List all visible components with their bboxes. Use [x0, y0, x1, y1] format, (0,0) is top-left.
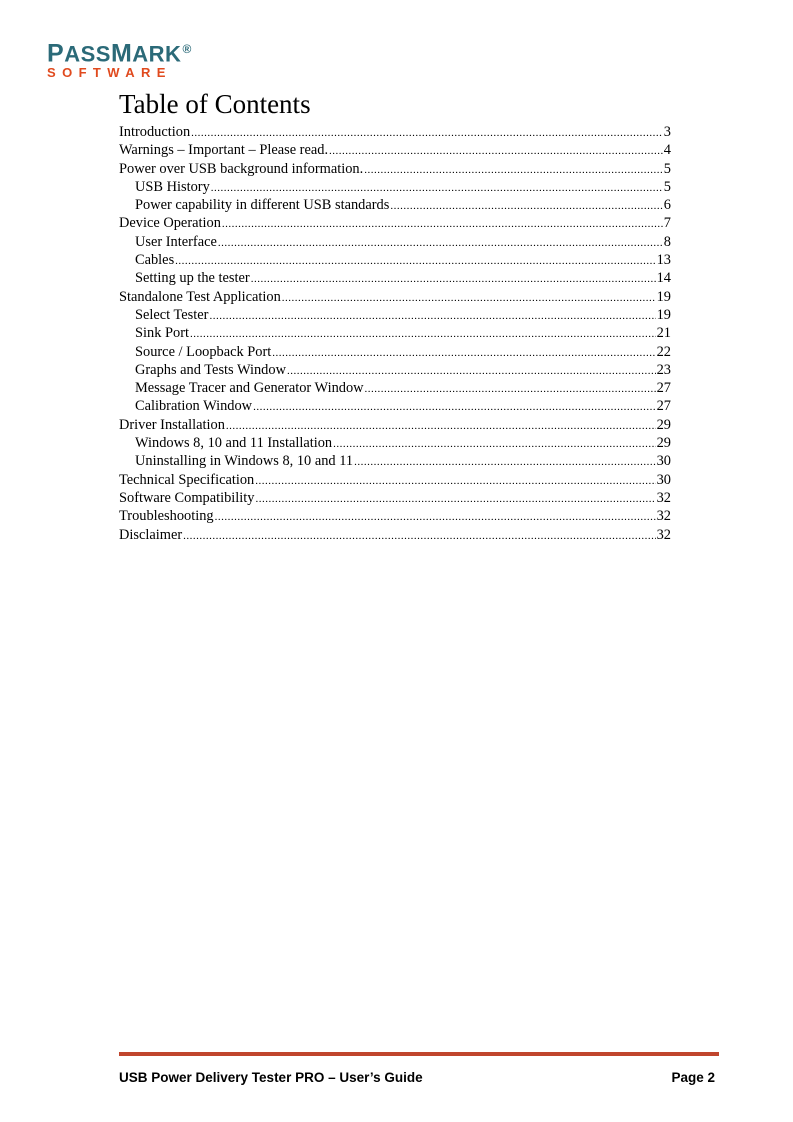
- toc-entry-label: USB History: [135, 178, 210, 195]
- toc-entry-page: 14: [656, 270, 671, 287]
- toc-entry-page: 8: [663, 233, 671, 250]
- toc-entry-page: 30: [656, 453, 671, 470]
- toc-dot-leader: [222, 214, 663, 232]
- toc-entry[interactable]: [119, 141, 671, 159]
- toc-entry-label: Introduction: [119, 124, 191, 140]
- toc-entry-label: Source / Loopback Port: [135, 343, 272, 360]
- toc-entry-page: 32: [656, 508, 671, 525]
- toc-entry[interactable]: [119, 452, 671, 470]
- logo-letter-p: P: [47, 39, 65, 68]
- toc-entry-page: 32: [656, 489, 671, 506]
- registered-mark: ®: [182, 42, 192, 56]
- logo-software-text: SOFTWARE: [47, 65, 172, 81]
- toc-entry-label: Software Compatibility: [119, 489, 255, 506]
- toc-entry[interactable]: [119, 269, 671, 287]
- toc-entry-page: 27: [656, 398, 671, 415]
- toc-entry[interactable]: [119, 306, 671, 324]
- toc-dot-leader: [226, 416, 656, 434]
- toc-entry-label: Standalone Test Application: [119, 288, 281, 305]
- toc-dot-leader: [333, 434, 655, 452]
- toc-entry[interactable]: [119, 397, 671, 415]
- toc-dot-leader: [211, 178, 663, 196]
- toc-entry-page: 23: [656, 361, 671, 378]
- toc-entry[interactable]: [119, 507, 671, 525]
- toc-entry[interactable]: [119, 343, 671, 361]
- toc-dot-leader: [364, 160, 663, 178]
- toc-entry-page: 6: [663, 197, 671, 214]
- passmark-logo: [47, 38, 217, 81]
- toc-entry-label: Windows 8, 10 and 11 Installation: [135, 435, 333, 452]
- toc-entry[interactable]: [119, 123, 671, 141]
- toc-entry-page: 29: [656, 416, 671, 433]
- toc-entry-label: Power capability in different USB standards: [135, 197, 390, 214]
- toc-entry-label: Power over USB background information.: [119, 160, 364, 177]
- toc-entry[interactable]: [119, 288, 671, 306]
- footer-divider: [119, 1052, 719, 1056]
- toc-entry[interactable]: [119, 489, 671, 507]
- toc-dot-leader: [215, 507, 656, 525]
- toc-entry[interactable]: [119, 196, 671, 214]
- toc-entry-label: Uninstalling in Windows 8, 10 and 11: [135, 453, 354, 470]
- toc-dot-leader: [329, 141, 663, 159]
- toc-dot-leader: [218, 233, 663, 251]
- toc-entry[interactable]: [119, 361, 671, 379]
- toc-entry-label: Technical Specification: [119, 471, 255, 488]
- toc-dot-leader: [365, 379, 656, 397]
- toc-dot-leader: [253, 397, 656, 415]
- toc-entry-page: 4: [663, 142, 671, 159]
- toc-entry[interactable]: [119, 214, 671, 232]
- toc-entry-label: Device Operation: [119, 215, 221, 232]
- toc-dot-leader: [183, 526, 655, 544]
- toc-entry-page: 32: [656, 526, 671, 543]
- logo-letter-m: M: [110, 39, 133, 68]
- toc-entry-label: Troubleshooting: [119, 508, 214, 525]
- toc-entry[interactable]: [119, 324, 671, 342]
- footer-page-number: Page 2: [671, 1070, 715, 1085]
- footer-document-title: USB Power Delivery Tester PRO – User’s Guide: [119, 1070, 423, 1085]
- toc-entry-label: Setting up the tester: [135, 270, 250, 287]
- toc-entry-page: 5: [663, 160, 671, 177]
- toc-entry-page: 5: [663, 178, 671, 195]
- toc-dot-leader: [282, 288, 656, 306]
- logo-wordmark: [47, 38, 217, 68]
- toc-entry-page: 19: [656, 306, 671, 323]
- toc-dot-leader: [175, 251, 655, 269]
- toc-dot-leader: [209, 306, 655, 324]
- toc-entry-page: 3: [663, 124, 671, 140]
- toc-entry-label: Driver Installation: [119, 416, 225, 433]
- toc-entry-label: Disclaimer: [119, 526, 183, 543]
- toc-entry-page: 21: [656, 325, 671, 342]
- toc-entry-page: 30: [656, 471, 671, 488]
- toc-entry-label: Message Tracer and Generator Window: [135, 380, 364, 397]
- toc-entry-label: Warnings – Important – Please read.: [119, 142, 329, 159]
- toc-entry-page: 13: [656, 252, 671, 269]
- toc-entry-label: User Interface: [135, 233, 217, 250]
- toc-dot-leader: [287, 361, 656, 379]
- table-of-contents: [119, 123, 671, 544]
- toc-dot-leader: [255, 471, 655, 489]
- toc-entry-page: 7: [663, 215, 671, 232]
- toc-entry[interactable]: [119, 379, 671, 397]
- toc-entry-label: Calibration Window: [135, 398, 253, 415]
- toc-entry-page: 22: [656, 343, 671, 360]
- toc-dot-leader: [251, 269, 656, 287]
- toc-entry[interactable]: [119, 416, 671, 434]
- toc-dot-leader: [354, 452, 656, 470]
- toc-dot-leader: [390, 196, 662, 214]
- logo-letters-ark: ARK: [132, 41, 182, 67]
- page-title: Table of Contents: [119, 89, 311, 119]
- toc-entry-label: Select Tester: [135, 306, 209, 323]
- toc-entry-page: 29: [656, 435, 671, 452]
- toc-entry-label: Sink Port: [135, 325, 189, 342]
- toc-dot-leader: [190, 324, 656, 342]
- toc-entry[interactable]: [119, 178, 671, 196]
- toc-entry[interactable]: [119, 233, 671, 251]
- toc-entry-page: 19: [656, 288, 671, 305]
- toc-dot-leader: [272, 343, 655, 361]
- toc-entry[interactable]: [119, 160, 671, 178]
- toc-entry[interactable]: [119, 471, 671, 489]
- toc-entry[interactable]: [119, 251, 671, 269]
- toc-entry-page: 27: [656, 380, 671, 397]
- toc-dot-leader: [256, 489, 656, 507]
- toc-entry-label: Graphs and Tests Window: [135, 361, 286, 378]
- toc-entry-label: Cables: [135, 252, 175, 269]
- logo-letters-ass: ASS: [64, 41, 111, 67]
- toc-dot-leader: [191, 123, 663, 141]
- toc-entry[interactable]: [119, 526, 671, 544]
- toc-entry[interactable]: [119, 434, 671, 452]
